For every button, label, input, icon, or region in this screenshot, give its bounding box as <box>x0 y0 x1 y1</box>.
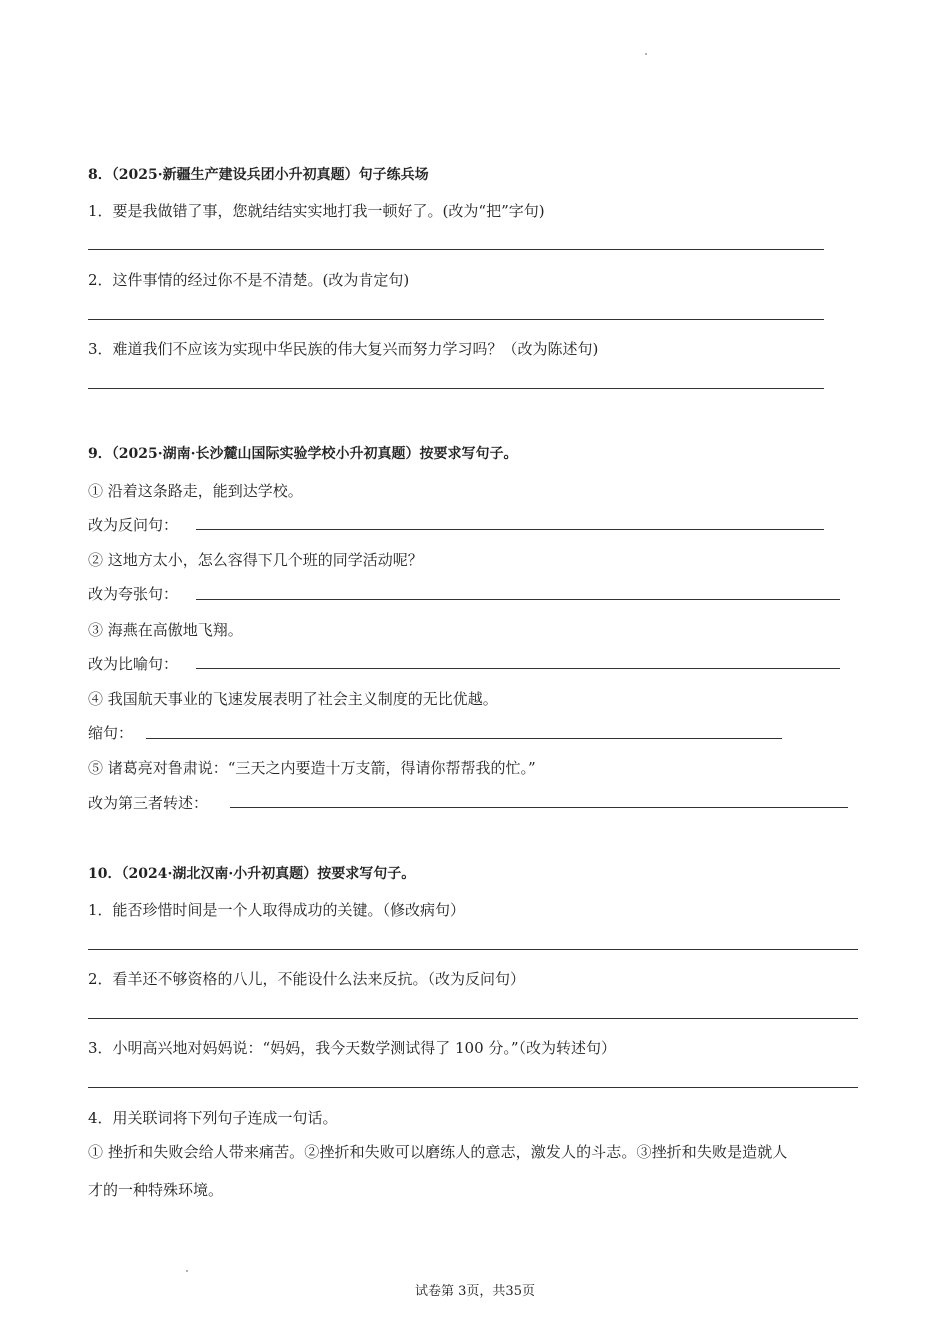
answer-line[interactable] <box>88 949 858 950</box>
answer-line[interactable] <box>196 529 824 530</box>
scan-mark-top <box>645 53 647 55</box>
q10-paragraph-line-1: ① 挫折和失败会给人带来痛苦。②挫折和失败可以磨练人的意志，激发人的斗志。③挫折和失败是造就人 <box>88 1143 788 1161</box>
q10-item-1: 1．能否珍惜时间是一个人取得成功的关键。（修改病句） <box>88 901 466 919</box>
answer-line[interactable] <box>146 738 782 739</box>
answer-line[interactable] <box>88 1018 858 1019</box>
q8-item-1: 1．要是我做错了事，您就结结实实地打我一顿好了。(改为“把”字句) <box>88 202 545 220</box>
q9-prompt-1: 改为反问句： <box>88 516 179 534</box>
page-footer: 试卷第 3页，共35页 <box>415 1284 535 1299</box>
answer-line[interactable] <box>88 388 824 389</box>
scan-mark-bottom <box>186 1270 188 1272</box>
q10-paragraph-line-2: 才的一种特殊环境。 <box>88 1181 224 1199</box>
answer-line[interactable] <box>196 599 840 600</box>
q10-header: 10．（2024·湖北汉南·小升初真题）按要求写句子。 <box>88 866 416 882</box>
q9-sentence-1: ① 沿着这条路走，能到达学校。 <box>88 482 303 500</box>
q9-prompt-2: 改为夸张句： <box>88 585 179 603</box>
answer-line[interactable] <box>88 319 824 320</box>
q9-header: 9．（2025·湖南·长沙麓山国际实验学校小升初真题）按要求写句子。 <box>88 446 518 462</box>
q9-sentence-3: ③ 海燕在高傲地飞翔。 <box>88 621 243 639</box>
q9-sentence-4: ④ 我国航天事业的飞速发展表明了社会主义制度的无比优越。 <box>88 690 498 708</box>
q10-item-3: 3．小明高兴地对妈妈说：“妈妈，我今天数学测试得了 100 分。”（改为转述句） <box>88 1039 617 1057</box>
answer-line[interactable] <box>88 1087 858 1088</box>
answer-line[interactable] <box>196 668 840 669</box>
q9-prompt-4: 缩句： <box>88 724 134 742</box>
q9-sentence-2: ② 这地方太小，怎么容得下几个班的同学活动呢？ <box>88 551 423 569</box>
q10-item-4: 4．用关联词将下列句子连成一句话。 <box>88 1109 338 1127</box>
answer-line[interactable] <box>88 249 824 250</box>
q8-header: 8．（2025·新疆生产建设兵团小升初真题）句子练兵场 <box>88 167 429 183</box>
answer-line[interactable] <box>230 807 848 808</box>
q9-sentence-5: ⑤ 诸葛亮对鲁肃说：“三天之内要造十万支箭，得请你帮帮我的忙。” <box>88 759 536 777</box>
q10-item-2: 2．看羊还不够资格的八儿，不能设什么法来反抗。（改为反问句） <box>88 970 526 988</box>
q8-item-2: 2．这件事情的经过你不是不清楚。(改为肯定句) <box>88 271 410 289</box>
q8-item-3: 3．难道我们不应该为实现中华民族的伟大复兴而努力学习吗？（改为陈述句) <box>88 340 599 358</box>
q9-prompt-3: 改为比喻句： <box>88 655 179 673</box>
q9-prompt-5: 改为第三者转述： <box>88 794 209 812</box>
